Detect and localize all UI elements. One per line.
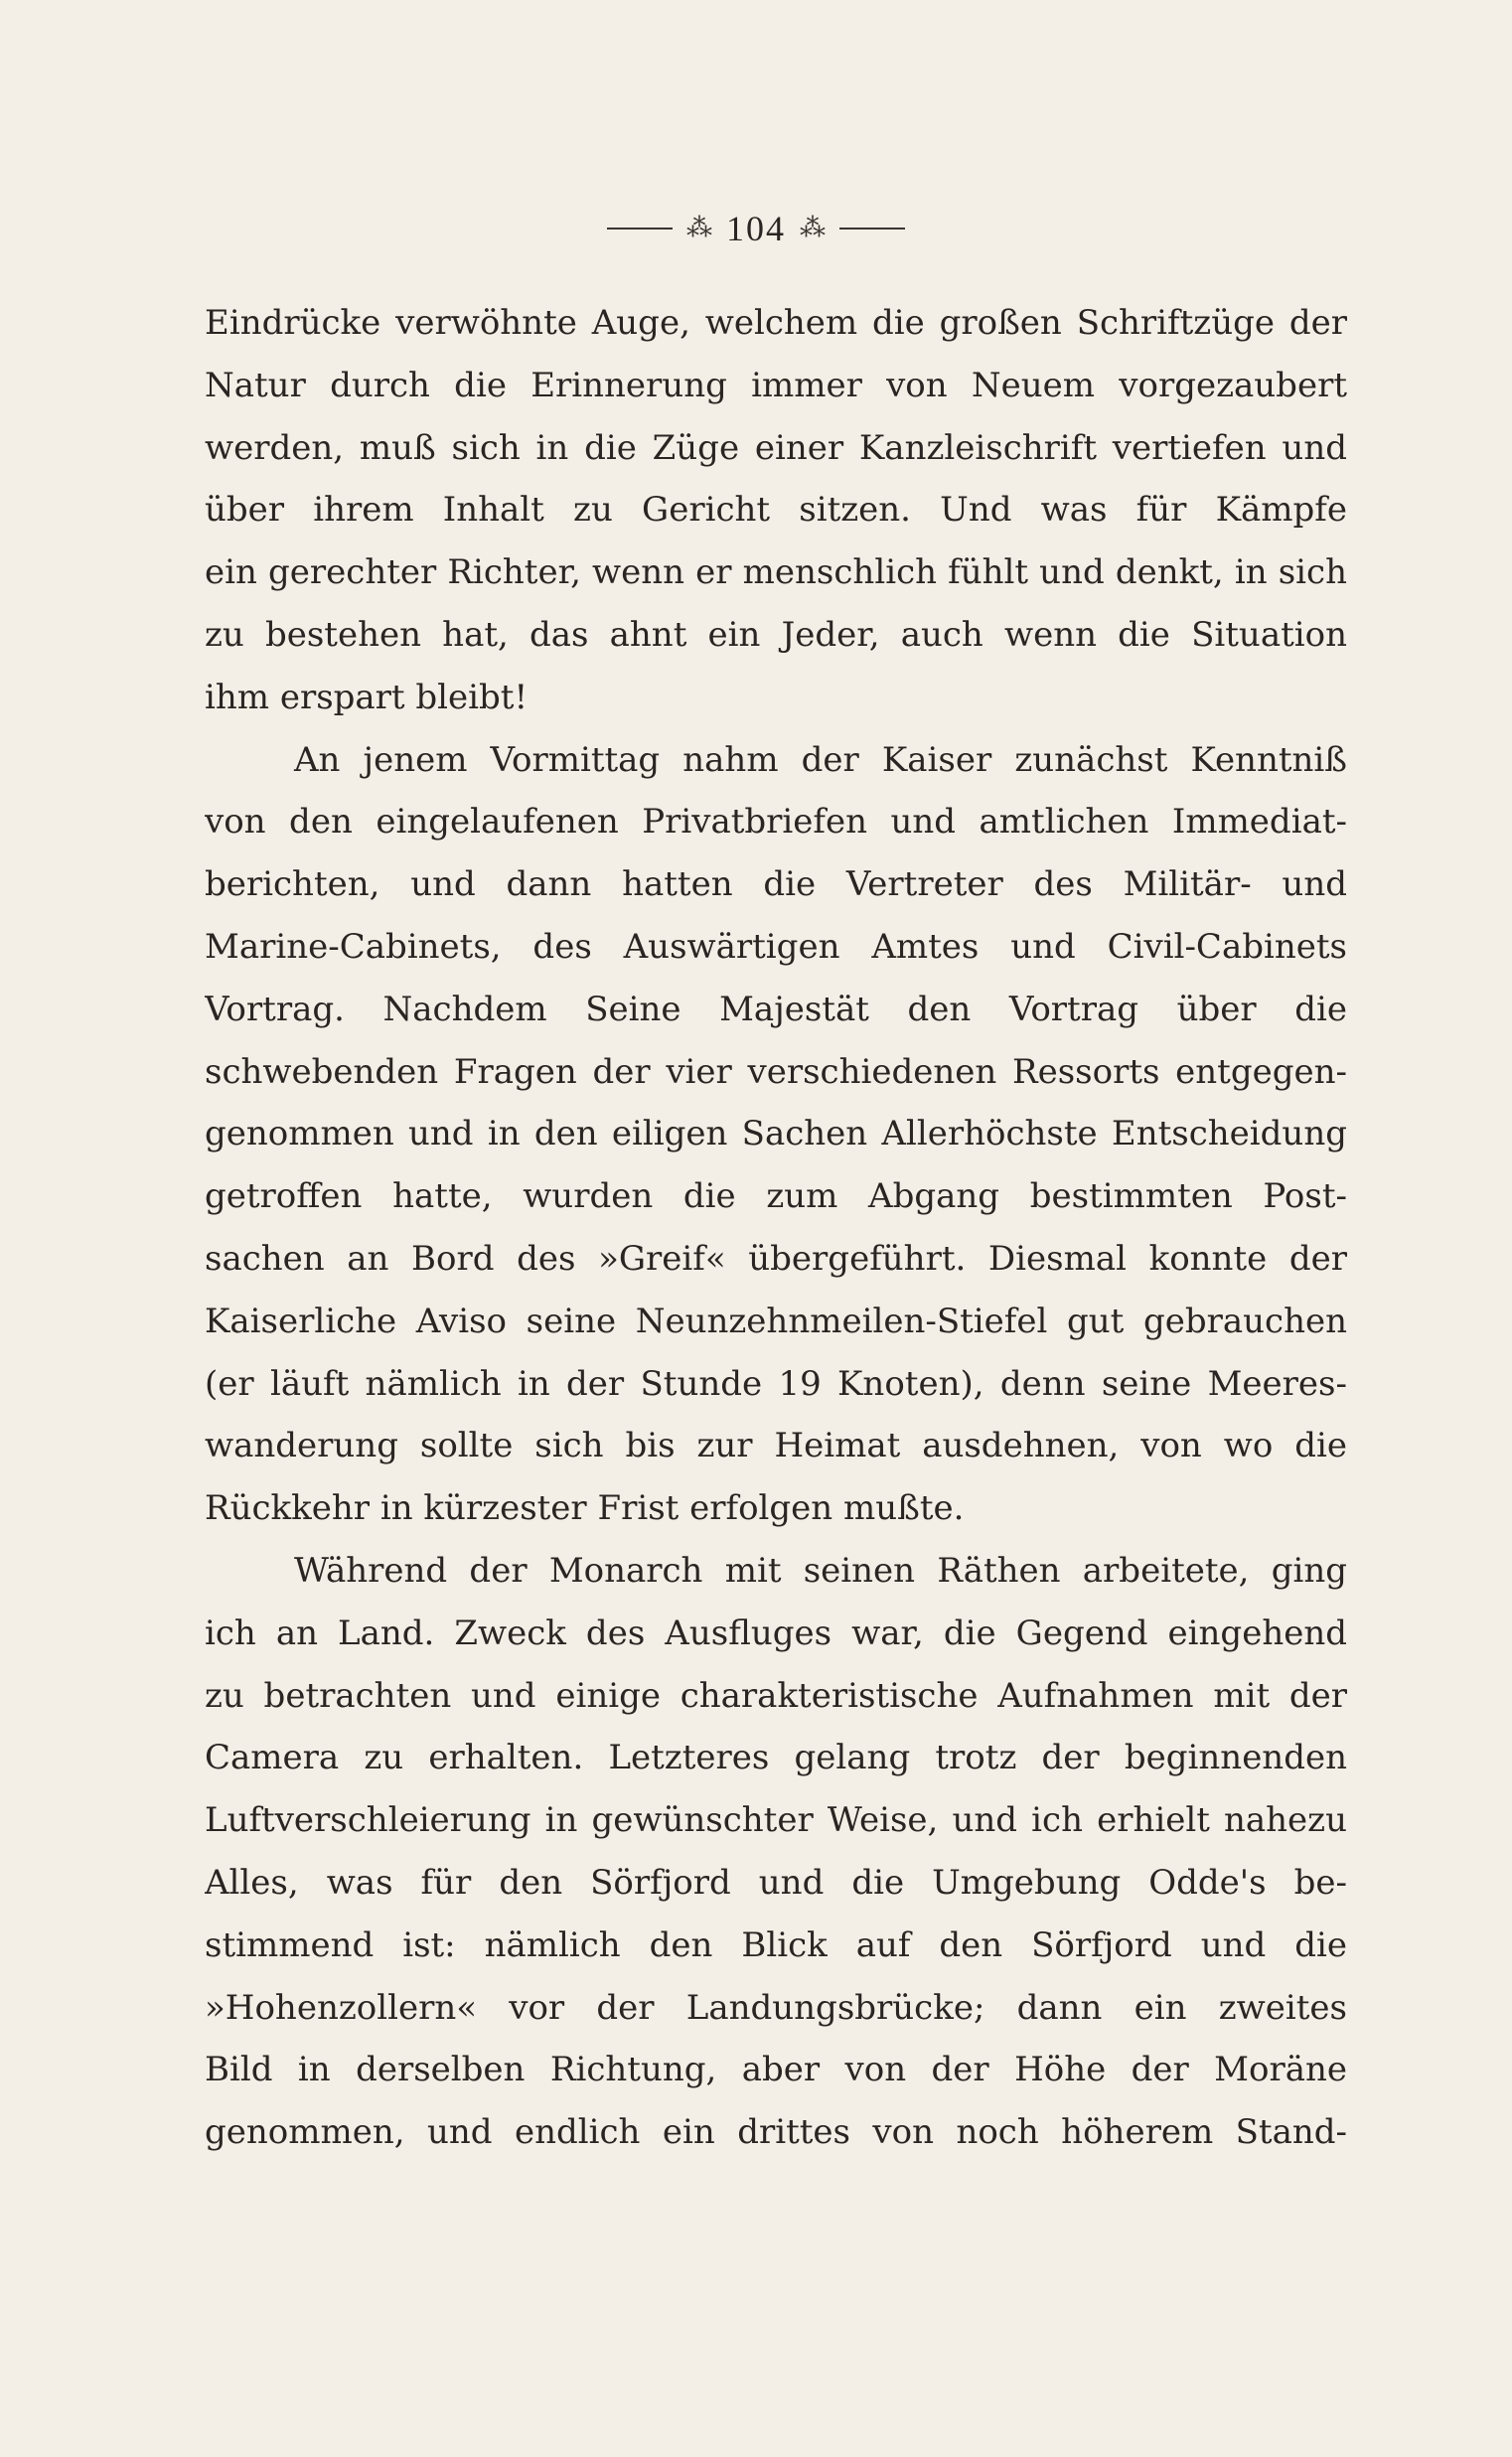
text-line: über ihrem Inhalt zu Gericht sitzen. Und was für Kämpfe	[205, 490, 1347, 531]
page-header	[0, 199, 1512, 258]
text-line: Natur durch die Erinnerung immer von Neuem vorgezaubert	[205, 365, 1347, 405]
header-rule-left	[607, 228, 673, 230]
text-line: ich an Land. Zweck des Ausfluges war, die Gegend eingehend	[205, 1612, 1347, 1653]
text-line: von den eingelaufenen Privatbriefen und amtlichen Immediat-	[205, 802, 1347, 843]
text-line: Während der Monarch mit seinen Räthen arbeitete, ging	[294, 1550, 1347, 1591]
ornament-left-icon: ⁂	[686, 214, 712, 243]
ornament-right-icon: ⁂	[800, 214, 826, 243]
text-line: berichten, und dann hatten die Vertreter des Militär- und	[205, 864, 1347, 905]
text-line: (er läuft nämlich in der Stunde 19 Knoten), denn seine Meeres-	[205, 1363, 1347, 1404]
text-line: Camera zu erhalten. Letzteres gelang trotz der beginnenden	[205, 1738, 1347, 1778]
text-line: Alles, was für den Sörfjord und die Umgebung Odde's be-	[205, 1862, 1347, 1903]
text-line: stimmend ist: nämlich den Blick auf den Sörfjord und die	[205, 1924, 1347, 1965]
text-line: ihm erspart bleibt!	[205, 677, 529, 717]
page-number: 104	[726, 209, 786, 248]
text-line: genommen, und endlich ein drittes von noch höherem Stand-	[205, 2112, 1347, 2153]
text-line: sachen an Bord des »Greif« übergeführt. Diesmal konnte der	[205, 1238, 1347, 1279]
text-line: getroffen hatte, wurden die zum Abgang bestimmten Post-	[205, 1176, 1347, 1217]
text-line: zu bestehen hat, das ahnt ein Jeder, auch wenn die Situation	[205, 614, 1347, 655]
text-line: Eindrücke verwöhnte Auge, welchem die großen Schriftzüge der	[205, 303, 1347, 343]
text-line: genommen und in den eiligen Sachen Allerhöchste Entscheidung	[205, 1114, 1347, 1154]
text-line: Vortrag. Nachdem Seine Majestät den Vortrag über die	[205, 989, 1347, 1029]
text-line: zu betrachten und einige charakteristische Aufnahmen mit der	[205, 1675, 1347, 1716]
text-line: Bild in derselben Richtung, aber von der Höhe der Moräne	[205, 2050, 1347, 2090]
body-text	[205, 292, 1347, 2164]
text-line: Marine-Cabinets, des Auswärtigen Amtes und Civil-Cabinets	[205, 926, 1347, 967]
text-line: »Hohenzollern« vor der Landungsbrücke; dann ein zweites	[205, 1987, 1347, 2028]
text-line: Kaiserliche Aviso seine Neunzehnmeilen-Stiefel gut gebrauchen	[205, 1301, 1347, 1341]
header-rule-right	[839, 228, 905, 230]
text-line: An jenem Vormittag nahm der Kaiser zunächst Kenntniß	[294, 739, 1347, 780]
text-line: Rückkehr in kürzester Frist erfolgen mußte.	[205, 1488, 965, 1529]
text-line: ein gerechter Richter, wenn er menschlich fühlt und denkt, in sich	[205, 552, 1347, 593]
text-line: Luftverschleierung in gewünschter Weise, und ich erhielt nahezu	[205, 1800, 1347, 1841]
text-line: wanderung sollte sich bis zur Heimat ausdehnen, von wo die	[205, 1426, 1347, 1466]
text-line: schwebenden Fragen der vier verschiedenen Ressorts entgegen-	[205, 1051, 1347, 1092]
text-line: werden, muß sich in die Züge einer Kanzleischrift vertiefen und	[205, 427, 1347, 468]
